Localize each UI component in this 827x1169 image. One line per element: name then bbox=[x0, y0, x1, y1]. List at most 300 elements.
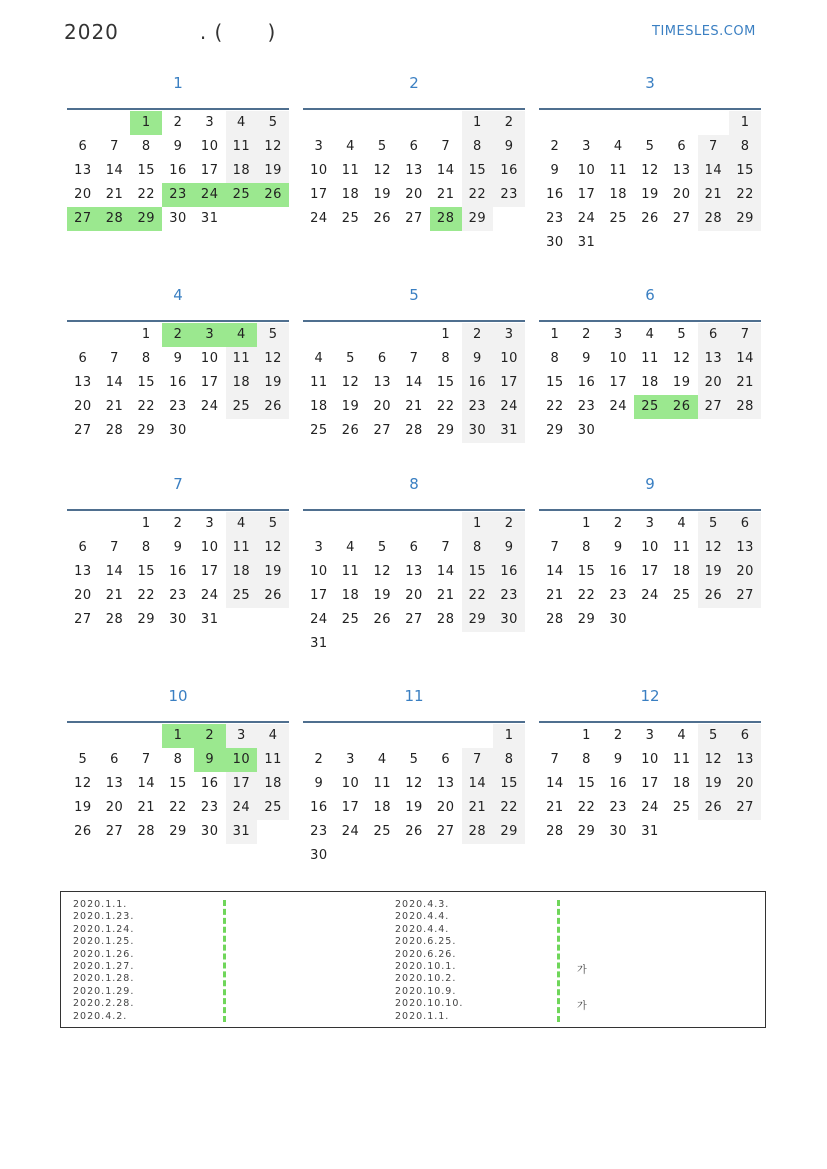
day-cell[interactable]: 9 bbox=[173, 139, 183, 154]
day-cell[interactable]: 20 bbox=[74, 187, 92, 202]
day-cell[interactable]: 9 bbox=[613, 752, 623, 767]
day-cell[interactable]: 20 bbox=[405, 588, 423, 603]
day-cell[interactable]: 4 bbox=[613, 139, 623, 154]
day-cell[interactable]: 1 bbox=[162, 724, 194, 748]
day-cell[interactable]: 22 bbox=[577, 800, 596, 815]
day-cell[interactable]: 12 bbox=[257, 536, 289, 560]
day-cell[interactable]: 18 bbox=[226, 371, 258, 395]
day-cell[interactable]: 31 bbox=[493, 419, 525, 443]
day-cell[interactable]: 17 bbox=[226, 772, 258, 796]
day-cell[interactable]: 6 bbox=[377, 351, 387, 366]
day-cell[interactable]: 2 bbox=[173, 115, 183, 130]
day-cell[interactable]: 13 bbox=[729, 536, 761, 560]
day-cell[interactable]: 29 bbox=[493, 820, 525, 844]
day-cell[interactable]: 23 bbox=[609, 588, 628, 603]
day-cell[interactable]: 30 bbox=[609, 612, 628, 627]
day-cell[interactable]: 2 bbox=[493, 111, 525, 135]
day-cell[interactable]: 6 bbox=[409, 139, 419, 154]
day-cell[interactable]: 27 bbox=[105, 824, 124, 839]
day-cell[interactable]: 26 bbox=[641, 211, 659, 226]
day-cell[interactable]: 11 bbox=[310, 375, 328, 390]
day-cell[interactable]: 12 bbox=[373, 564, 392, 579]
day-cell[interactable]: 30 bbox=[169, 211, 187, 226]
day-cell[interactable]: 2 bbox=[613, 516, 623, 531]
day-cell[interactable]: 5 bbox=[377, 139, 387, 154]
day-cell[interactable]: 12 bbox=[405, 776, 423, 791]
day-cell[interactable]: 19 bbox=[698, 560, 730, 584]
day-cell[interactable]: 26 bbox=[373, 612, 392, 627]
day-cell[interactable]: 1 bbox=[141, 327, 151, 342]
day-cell[interactable]: 15 bbox=[169, 776, 187, 791]
day-cell[interactable]: 28 bbox=[729, 395, 761, 419]
day-cell[interactable]: 19 bbox=[257, 371, 289, 395]
day-cell[interactable]: 20 bbox=[373, 399, 392, 414]
day-cell[interactable]: 7 bbox=[550, 752, 560, 767]
day-cell[interactable]: 24 bbox=[641, 588, 659, 603]
day-cell[interactable]: 11 bbox=[341, 564, 360, 579]
day-cell[interactable]: 20 bbox=[729, 772, 761, 796]
day-cell[interactable]: 28 bbox=[105, 423, 124, 438]
day-cell[interactable]: 11 bbox=[226, 135, 258, 159]
day-cell[interactable]: 1 bbox=[462, 512, 494, 536]
day-cell[interactable]: 24 bbox=[200, 588, 219, 603]
day-cell[interactable]: 5 bbox=[257, 111, 289, 135]
day-cell[interactable]: 2 bbox=[493, 512, 525, 536]
day-cell[interactable]: 13 bbox=[698, 347, 730, 371]
day-cell[interactable]: 6 bbox=[110, 752, 119, 767]
day-cell[interactable]: 4 bbox=[314, 351, 324, 366]
day-cell[interactable]: 25 bbox=[257, 796, 289, 820]
day-cell[interactable]: 27 bbox=[405, 612, 423, 627]
day-cell[interactable]: 1 bbox=[729, 111, 761, 135]
day-cell[interactable]: 23 bbox=[546, 211, 564, 226]
day-cell[interactable]: 22 bbox=[169, 800, 187, 815]
day-cell[interactable]: 17 bbox=[341, 800, 360, 815]
day-cell[interactable]: 15 bbox=[436, 375, 455, 390]
day-cell[interactable]: 28 bbox=[99, 207, 131, 231]
day-cell[interactable]: 18 bbox=[226, 560, 258, 584]
day-cell[interactable]: 31 bbox=[226, 820, 258, 844]
day-cell[interactable]: 7 bbox=[110, 540, 119, 555]
day-cell[interactable]: 26 bbox=[698, 584, 730, 608]
day-cell[interactable]: 9 bbox=[550, 163, 560, 178]
day-cell[interactable]: 19 bbox=[641, 187, 659, 202]
day-cell[interactable]: 12 bbox=[698, 536, 730, 560]
day-cell[interactable]: 14 bbox=[436, 163, 455, 178]
day-cell[interactable]: 18 bbox=[672, 776, 691, 791]
day-cell[interactable]: 16 bbox=[462, 371, 494, 395]
day-cell[interactable]: 1 bbox=[130, 111, 162, 135]
day-cell[interactable]: 30 bbox=[493, 608, 525, 632]
day-cell[interactable]: 19 bbox=[698, 772, 730, 796]
day-cell[interactable]: 8 bbox=[141, 139, 151, 154]
day-cell[interactable]: 1 bbox=[582, 728, 591, 743]
day-cell[interactable]: 2 bbox=[194, 724, 226, 748]
day-cell[interactable]: 22 bbox=[729, 183, 761, 207]
day-cell[interactable]: 3 bbox=[205, 516, 215, 531]
day-cell[interactable]: 23 bbox=[493, 183, 525, 207]
day-cell[interactable]: 31 bbox=[577, 235, 596, 250]
day-cell[interactable]: 21 bbox=[405, 399, 423, 414]
day-cell[interactable]: 4 bbox=[677, 728, 687, 743]
day-cell[interactable]: 19 bbox=[373, 588, 392, 603]
day-cell[interactable]: 9 bbox=[493, 536, 525, 560]
day-cell[interactable]: 21 bbox=[462, 796, 494, 820]
day-cell[interactable]: 27 bbox=[698, 395, 730, 419]
day-cell[interactable]: 8 bbox=[462, 135, 494, 159]
day-cell[interactable]: 12 bbox=[341, 375, 360, 390]
day-cell[interactable]: 6 bbox=[729, 724, 761, 748]
day-cell[interactable]: 3 bbox=[346, 752, 355, 767]
day-cell[interactable]: 10 bbox=[200, 540, 219, 555]
day-cell[interactable]: 5 bbox=[346, 351, 355, 366]
day-cell[interactable]: 10 bbox=[226, 748, 258, 772]
day-cell[interactable]: 28 bbox=[546, 612, 564, 627]
day-cell[interactable]: 28 bbox=[137, 824, 156, 839]
day-cell[interactable]: 17 bbox=[577, 187, 596, 202]
day-cell[interactable]: 15 bbox=[137, 375, 156, 390]
day-cell[interactable]: 19 bbox=[257, 560, 289, 584]
day-cell[interactable]: 25 bbox=[226, 395, 258, 419]
day-cell[interactable]: 26 bbox=[405, 824, 423, 839]
day-cell[interactable]: 27 bbox=[373, 423, 392, 438]
day-cell[interactable]: 2 bbox=[162, 323, 194, 347]
day-cell[interactable]: 23 bbox=[493, 584, 525, 608]
day-cell[interactable]: 20 bbox=[405, 187, 423, 202]
day-cell[interactable]: 4 bbox=[226, 323, 258, 347]
day-cell[interactable]: 23 bbox=[310, 824, 328, 839]
day-cell[interactable]: 24 bbox=[310, 211, 328, 226]
day-cell[interactable]: 12 bbox=[641, 163, 659, 178]
day-cell[interactable]: 24 bbox=[200, 399, 219, 414]
day-cell[interactable]: 24 bbox=[194, 183, 226, 207]
day-cell[interactable]: 3 bbox=[645, 728, 655, 743]
day-cell[interactable]: 13 bbox=[729, 748, 761, 772]
day-cell[interactable]: 12 bbox=[74, 776, 92, 791]
day-cell[interactable]: 29 bbox=[130, 207, 162, 231]
day-cell[interactable]: 29 bbox=[546, 423, 564, 438]
day-cell[interactable]: 13 bbox=[672, 163, 691, 178]
day-cell[interactable]: 2 bbox=[173, 516, 183, 531]
day-cell[interactable]: 3 bbox=[645, 516, 655, 531]
day-cell[interactable]: 5 bbox=[78, 752, 88, 767]
day-cell[interactable]: 25 bbox=[373, 824, 392, 839]
day-cell[interactable]: 15 bbox=[577, 564, 596, 579]
day-cell[interactable]: 6 bbox=[78, 351, 88, 366]
day-cell[interactable]: 29 bbox=[436, 423, 455, 438]
day-cell[interactable]: 3 bbox=[314, 540, 324, 555]
day-cell[interactable]: 19 bbox=[672, 375, 691, 390]
day-cell[interactable]: 27 bbox=[67, 207, 99, 231]
day-cell[interactable]: 24 bbox=[226, 796, 258, 820]
day-cell[interactable]: 18 bbox=[257, 772, 289, 796]
day-cell[interactable]: 11 bbox=[641, 351, 659, 366]
day-cell[interactable]: 5 bbox=[698, 512, 730, 536]
day-cell[interactable]: 10 bbox=[310, 564, 328, 579]
day-cell[interactable]: 30 bbox=[169, 612, 187, 627]
day-cell[interactable]: 24 bbox=[641, 800, 659, 815]
day-cell[interactable]: 7 bbox=[729, 323, 761, 347]
day-cell[interactable]: 28 bbox=[546, 824, 564, 839]
day-cell[interactable]: 28 bbox=[436, 612, 455, 627]
day-cell[interactable]: 30 bbox=[546, 235, 564, 250]
day-cell[interactable]: 24 bbox=[609, 399, 628, 414]
day-cell[interactable]: 20 bbox=[672, 187, 691, 202]
day-cell[interactable]: 11 bbox=[609, 163, 628, 178]
day-cell[interactable]: 25 bbox=[672, 588, 691, 603]
day-cell[interactable]: 2 bbox=[550, 139, 560, 154]
day-cell[interactable]: 10 bbox=[577, 163, 596, 178]
day-cell[interactable]: 21 bbox=[729, 371, 761, 395]
day-cell[interactable]: 9 bbox=[194, 748, 226, 772]
day-cell[interactable]: 26 bbox=[666, 395, 698, 419]
day-cell[interactable]: 25 bbox=[341, 612, 360, 627]
day-cell[interactable]: 23 bbox=[200, 800, 219, 815]
day-cell[interactable]: 16 bbox=[609, 564, 628, 579]
day-cell[interactable]: 18 bbox=[373, 800, 392, 815]
day-cell[interactable]: 16 bbox=[169, 163, 187, 178]
day-cell[interactable]: 29 bbox=[577, 612, 596, 627]
day-cell[interactable]: 12 bbox=[698, 748, 730, 772]
day-cell[interactable]: 10 bbox=[609, 351, 628, 366]
day-cell[interactable]: 26 bbox=[698, 796, 730, 820]
day-cell[interactable]: 31 bbox=[200, 211, 219, 226]
day-cell[interactable]: 17 bbox=[200, 375, 219, 390]
day-cell[interactable]: 12 bbox=[257, 347, 289, 371]
day-cell[interactable]: 16 bbox=[546, 187, 564, 202]
day-cell[interactable]: 22 bbox=[462, 183, 494, 207]
day-cell[interactable]: 5 bbox=[377, 540, 387, 555]
day-cell[interactable]: 23 bbox=[577, 399, 596, 414]
day-cell[interactable]: 3 bbox=[613, 327, 623, 342]
day-cell[interactable]: 7 bbox=[110, 351, 119, 366]
day-cell[interactable]: 21 bbox=[137, 800, 156, 815]
day-cell[interactable]: 8 bbox=[582, 752, 591, 767]
day-cell[interactable]: 25 bbox=[672, 800, 691, 815]
day-cell[interactable]: 30 bbox=[200, 824, 219, 839]
day-cell[interactable]: 22 bbox=[436, 399, 455, 414]
day-cell[interactable]: 27 bbox=[74, 423, 92, 438]
day-cell[interactable]: 13 bbox=[74, 375, 92, 390]
day-cell[interactable]: 25 bbox=[310, 423, 328, 438]
day-cell[interactable]: 3 bbox=[314, 139, 324, 154]
day-cell[interactable]: 22 bbox=[546, 399, 564, 414]
day-cell[interactable]: 25 bbox=[341, 211, 360, 226]
day-cell[interactable]: 9 bbox=[314, 776, 324, 791]
day-cell[interactable]: 15 bbox=[729, 159, 761, 183]
day-cell[interactable]: 29 bbox=[137, 612, 156, 627]
day-cell[interactable]: 28 bbox=[462, 820, 494, 844]
day-cell[interactable]: 20 bbox=[698, 371, 730, 395]
day-cell[interactable]: 29 bbox=[462, 207, 494, 231]
day-cell[interactable]: 19 bbox=[257, 159, 289, 183]
day-cell[interactable]: 2 bbox=[613, 728, 623, 743]
day-cell[interactable]: 8 bbox=[173, 752, 183, 767]
day-cell[interactable]: 31 bbox=[310, 636, 328, 651]
day-cell[interactable]: 17 bbox=[310, 588, 328, 603]
day-cell[interactable]: 5 bbox=[257, 323, 289, 347]
day-cell[interactable]: 27 bbox=[436, 824, 455, 839]
day-cell[interactable]: 23 bbox=[169, 399, 187, 414]
day-cell[interactable]: 3 bbox=[226, 724, 258, 748]
day-cell[interactable]: 9 bbox=[582, 351, 591, 366]
day-cell[interactable]: 11 bbox=[341, 163, 360, 178]
day-cell[interactable]: 18 bbox=[226, 159, 258, 183]
day-cell[interactable]: 11 bbox=[226, 536, 258, 560]
day-cell[interactable]: 22 bbox=[137, 399, 156, 414]
day-cell[interactable]: 18 bbox=[609, 187, 628, 202]
day-cell[interactable]: 17 bbox=[641, 564, 659, 579]
day-cell[interactable]: 18 bbox=[341, 588, 360, 603]
day-cell[interactable]: 30 bbox=[310, 848, 328, 863]
day-cell[interactable]: 4 bbox=[677, 516, 687, 531]
day-cell[interactable]: 3 bbox=[493, 323, 525, 347]
day-cell[interactable]: 7 bbox=[141, 752, 151, 767]
day-cell[interactable]: 13 bbox=[436, 776, 455, 791]
day-cell[interactable]: 18 bbox=[341, 187, 360, 202]
day-cell[interactable]: 1 bbox=[141, 516, 151, 531]
day-cell[interactable]: 18 bbox=[672, 564, 691, 579]
day-cell[interactable]: 4 bbox=[645, 327, 655, 342]
day-cell[interactable]: 7 bbox=[462, 748, 494, 772]
day-cell[interactable]: 6 bbox=[78, 540, 88, 555]
day-cell[interactable]: 17 bbox=[310, 187, 328, 202]
day-cell[interactable]: 6 bbox=[409, 540, 419, 555]
day-cell[interactable]: 10 bbox=[641, 752, 659, 767]
day-cell[interactable]: 29 bbox=[462, 608, 494, 632]
day-cell[interactable]: 18 bbox=[310, 399, 328, 414]
day-cell[interactable]: 14 bbox=[546, 564, 564, 579]
day-cell[interactable]: 29 bbox=[577, 824, 596, 839]
day-cell[interactable]: 22 bbox=[577, 588, 596, 603]
day-cell[interactable]: 5 bbox=[677, 327, 687, 342]
day-cell[interactable]: 30 bbox=[577, 423, 596, 438]
day-cell[interactable]: 10 bbox=[493, 347, 525, 371]
day-cell[interactable]: 15 bbox=[493, 772, 525, 796]
day-cell[interactable]: 14 bbox=[462, 772, 494, 796]
day-cell[interactable]: 7 bbox=[698, 135, 730, 159]
day-cell[interactable]: 16 bbox=[169, 564, 187, 579]
day-cell[interactable]: 5 bbox=[257, 512, 289, 536]
day-cell[interactable]: 6 bbox=[729, 512, 761, 536]
day-cell[interactable]: 17 bbox=[200, 564, 219, 579]
day-cell[interactable]: 29 bbox=[729, 207, 761, 231]
day-cell[interactable]: 4 bbox=[346, 540, 355, 555]
day-cell[interactable]: 14 bbox=[546, 776, 564, 791]
day-cell[interactable]: 16 bbox=[310, 800, 328, 815]
site-logo[interactable]: TIMESLES.COM bbox=[652, 24, 756, 39]
day-cell[interactable]: 11 bbox=[373, 776, 392, 791]
day-cell[interactable]: 14 bbox=[105, 375, 124, 390]
day-cell[interactable]: 13 bbox=[373, 375, 392, 390]
day-cell[interactable]: 3 bbox=[194, 323, 226, 347]
day-cell[interactable]: 13 bbox=[74, 564, 92, 579]
day-cell[interactable]: 1 bbox=[462, 111, 494, 135]
day-cell[interactable]: 27 bbox=[405, 211, 423, 226]
day-cell[interactable]: 20 bbox=[729, 560, 761, 584]
day-cell[interactable]: 21 bbox=[698, 183, 730, 207]
day-cell[interactable]: 11 bbox=[672, 752, 691, 767]
day-cell[interactable]: 7 bbox=[110, 139, 119, 154]
day-cell[interactable]: 6 bbox=[698, 323, 730, 347]
day-cell[interactable]: 29 bbox=[137, 423, 156, 438]
day-cell[interactable]: 9 bbox=[462, 347, 494, 371]
day-cell[interactable]: 1 bbox=[493, 724, 525, 748]
day-cell[interactable]: 22 bbox=[493, 796, 525, 820]
day-cell[interactable]: 14 bbox=[137, 776, 156, 791]
day-cell[interactable]: 9 bbox=[493, 135, 525, 159]
day-cell[interactable]: 16 bbox=[493, 560, 525, 584]
day-cell[interactable]: 6 bbox=[441, 752, 451, 767]
day-cell[interactable]: 19 bbox=[405, 800, 423, 815]
day-cell[interactable]: 8 bbox=[441, 351, 451, 366]
day-cell[interactable]: 24 bbox=[341, 824, 360, 839]
day-cell[interactable]: 15 bbox=[577, 776, 596, 791]
day-cell[interactable]: 4 bbox=[377, 752, 387, 767]
day-cell[interactable]: 16 bbox=[169, 375, 187, 390]
day-cell[interactable]: 29 bbox=[169, 824, 187, 839]
day-cell[interactable]: 23 bbox=[162, 183, 194, 207]
day-cell[interactable]: 8 bbox=[141, 351, 151, 366]
day-cell[interactable]: 8 bbox=[729, 135, 761, 159]
day-cell[interactable]: 22 bbox=[462, 584, 494, 608]
day-cell[interactable]: 23 bbox=[169, 588, 187, 603]
day-cell[interactable]: 2 bbox=[462, 323, 494, 347]
day-cell[interactable]: 5 bbox=[645, 139, 655, 154]
day-cell[interactable]: 10 bbox=[200, 139, 219, 154]
day-cell[interactable]: 4 bbox=[257, 724, 289, 748]
day-cell[interactable]: 24 bbox=[577, 211, 596, 226]
day-cell[interactable]: 14 bbox=[405, 375, 423, 390]
day-cell[interactable]: 4 bbox=[346, 139, 355, 154]
day-cell[interactable]: 26 bbox=[74, 824, 92, 839]
day-cell[interactable]: 27 bbox=[672, 211, 691, 226]
day-cell[interactable]: 8 bbox=[582, 540, 591, 555]
day-cell[interactable]: 25 bbox=[609, 211, 628, 226]
day-cell[interactable]: 16 bbox=[577, 375, 596, 390]
day-cell[interactable]: 17 bbox=[609, 375, 628, 390]
day-cell[interactable]: 22 bbox=[137, 187, 156, 202]
day-cell[interactable]: 11 bbox=[226, 347, 258, 371]
day-cell[interactable]: 21 bbox=[105, 588, 124, 603]
day-cell[interactable]: 15 bbox=[137, 163, 156, 178]
day-cell[interactable]: 5 bbox=[698, 724, 730, 748]
day-cell[interactable]: 17 bbox=[493, 371, 525, 395]
day-cell[interactable]: 7 bbox=[441, 139, 451, 154]
day-cell[interactable]: 14 bbox=[729, 347, 761, 371]
day-cell[interactable]: 10 bbox=[310, 163, 328, 178]
day-cell[interactable]: 1 bbox=[582, 516, 591, 531]
day-cell[interactable]: 20 bbox=[105, 800, 124, 815]
day-cell[interactable]: 15 bbox=[546, 375, 564, 390]
day-cell[interactable]: 16 bbox=[493, 159, 525, 183]
day-cell[interactable]: 11 bbox=[257, 748, 289, 772]
day-cell[interactable]: 21 bbox=[105, 399, 124, 414]
day-cell[interactable]: 2 bbox=[314, 752, 324, 767]
day-cell[interactable]: 21 bbox=[436, 588, 455, 603]
day-cell[interactable]: 12 bbox=[373, 163, 392, 178]
day-cell[interactable]: 14 bbox=[105, 564, 124, 579]
day-cell[interactable]: 11 bbox=[672, 540, 691, 555]
day-cell[interactable]: 2 bbox=[582, 327, 591, 342]
day-cell[interactable]: 16 bbox=[609, 776, 628, 791]
day-cell[interactable]: 12 bbox=[257, 135, 289, 159]
day-cell[interactable]: 28 bbox=[698, 207, 730, 231]
day-cell[interactable]: 12 bbox=[672, 351, 691, 366]
day-cell[interactable]: 14 bbox=[105, 163, 124, 178]
day-cell[interactable]: 15 bbox=[462, 159, 494, 183]
day-cell[interactable]: 5 bbox=[409, 752, 419, 767]
